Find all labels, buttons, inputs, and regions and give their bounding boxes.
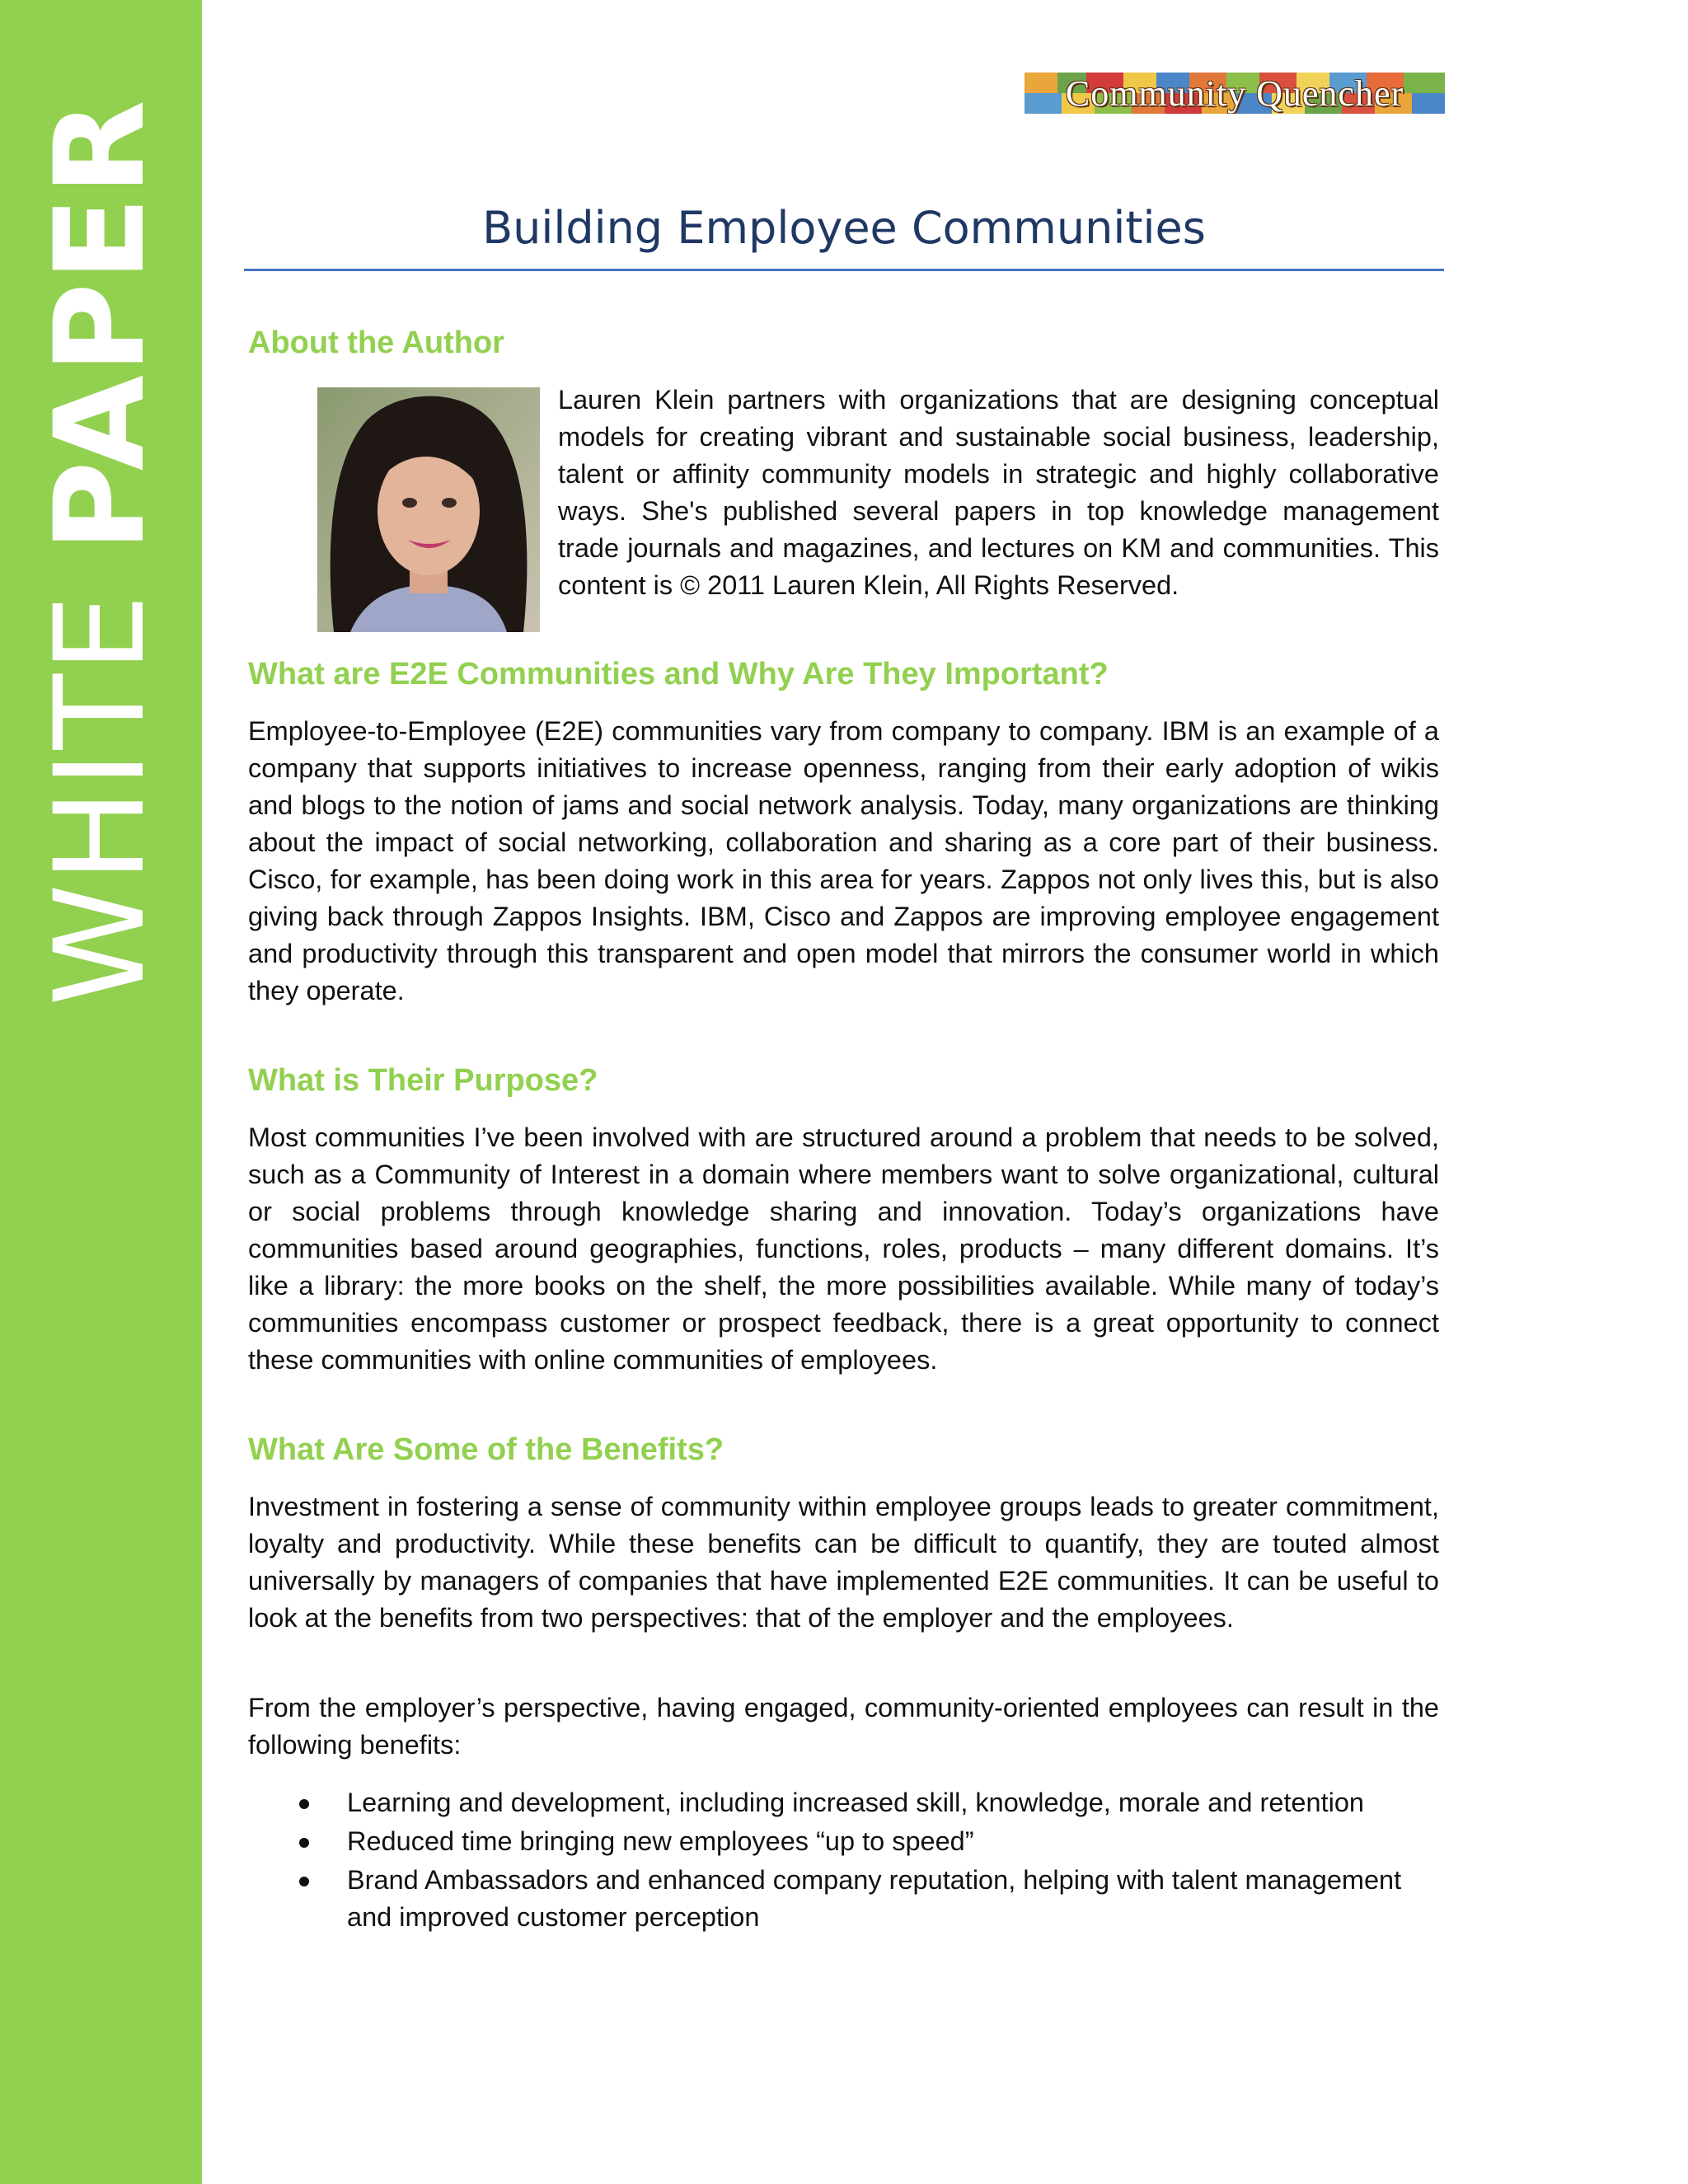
heading-about-author: About the Author <box>248 326 504 360</box>
benefits-list <box>248 1784 1439 1938</box>
e2e-paragraph: Employee-to-Employee (E2E) communities vary from company to company. IBM is an example of a company that supports initiatives to increase openness, ranging from their early adoption of wikis and blogs to the notion of jams and social network analysis. Today, many organizations are thinking about the impact of social networking, collaboration and sharing as a core part of their business. Cisco, for example, has been doing work in this area for years. Zappos not only lives this, but is also giving back through Zappos Insights. IBM, Cisco and Zappos are improving employee engagement and productivity through this transparent and open model that mirrors the consumer world in which they operate. <box>248 716 1439 1005</box>
purpose-paragraph: Most communities I’ve been involved with are structured around a problem that needs to be solved, such as a Community of Interest in a domain where members want to solve organizational, cultural or social problems through knowledge sharing and innovation. Today’s organizations have communities based around geographies, functions, roles, products – many different domains. It’s like a library: the more books on the shelf, the more possibilities available. While many of today’s communities encompass customer or prospect feedback, there is a great opportunity to connect these communities with online communities of employees. <box>248 1122 1439 1375</box>
label-white: WHITE <box>29 551 172 1006</box>
list-item <box>248 1823 1439 1860</box>
author-photo <box>317 387 540 632</box>
heading-e2e-communities: What are E2E Communities and Why Are They Important? <box>248 657 1109 691</box>
community-quencher-logo <box>1025 73 1445 114</box>
list-item-text: Reduced time bringing new employees “up to speed” <box>347 1826 974 1856</box>
sidebar-band <box>0 0 202 2184</box>
title-divider <box>244 269 1444 271</box>
list-item-text: Learning and development, including increased skill, knowledge, morale and retention <box>347 1788 1364 1817</box>
document-title: Building Employee Communities <box>482 202 1206 254</box>
bullet-icon <box>299 1877 309 1886</box>
logo-text: Community Quencher <box>1065 73 1404 114</box>
list-item-text: Brand Ambassadors and enhanced company reputation, helping with talent management and improved customer perception <box>347 1865 1402 1932</box>
heading-benefits: What Are Some of the Benefits? <box>248 1432 724 1467</box>
label-paper: PAPER <box>29 98 172 552</box>
author-bio-paragraph: Lauren Klein partners with organizations that are designing conceptual models for creating vibrant and sustainable social business, leadership, talent or affinity community models in strategic and highly collaborative ways. She's published several papers in top knowledge management trade journals and magazines, and lectures on KM and communities. This content is © 2011 Lauren Klein, All Rights Reserved. <box>558 385 1439 600</box>
bullet-icon <box>299 1799 309 1809</box>
benefits-paragraph-1: Investment in fostering a sense of community within employee groups leads to greater commitment, loyalty and productivity. While these benefits can be difficult to quantify, they are touted almost universally by managers of companies that have implemented E2E communities. It can be useful to look at the benefits from two perspectives: that of the employer and the employees. <box>248 1492 1439 1633</box>
heading-purpose: What is Their Purpose? <box>248 1063 598 1098</box>
bullet-icon <box>299 1838 309 1848</box>
benefits-paragraph-2: From the employer’s perspective, having engaged, community-oriented employees can result in the following benefits: <box>248 1693 1439 1760</box>
list-item <box>248 1784 1439 1821</box>
author-portrait-image <box>317 387 540 632</box>
list-item <box>248 1862 1439 1936</box>
white-paper-label <box>29 98 172 1006</box>
